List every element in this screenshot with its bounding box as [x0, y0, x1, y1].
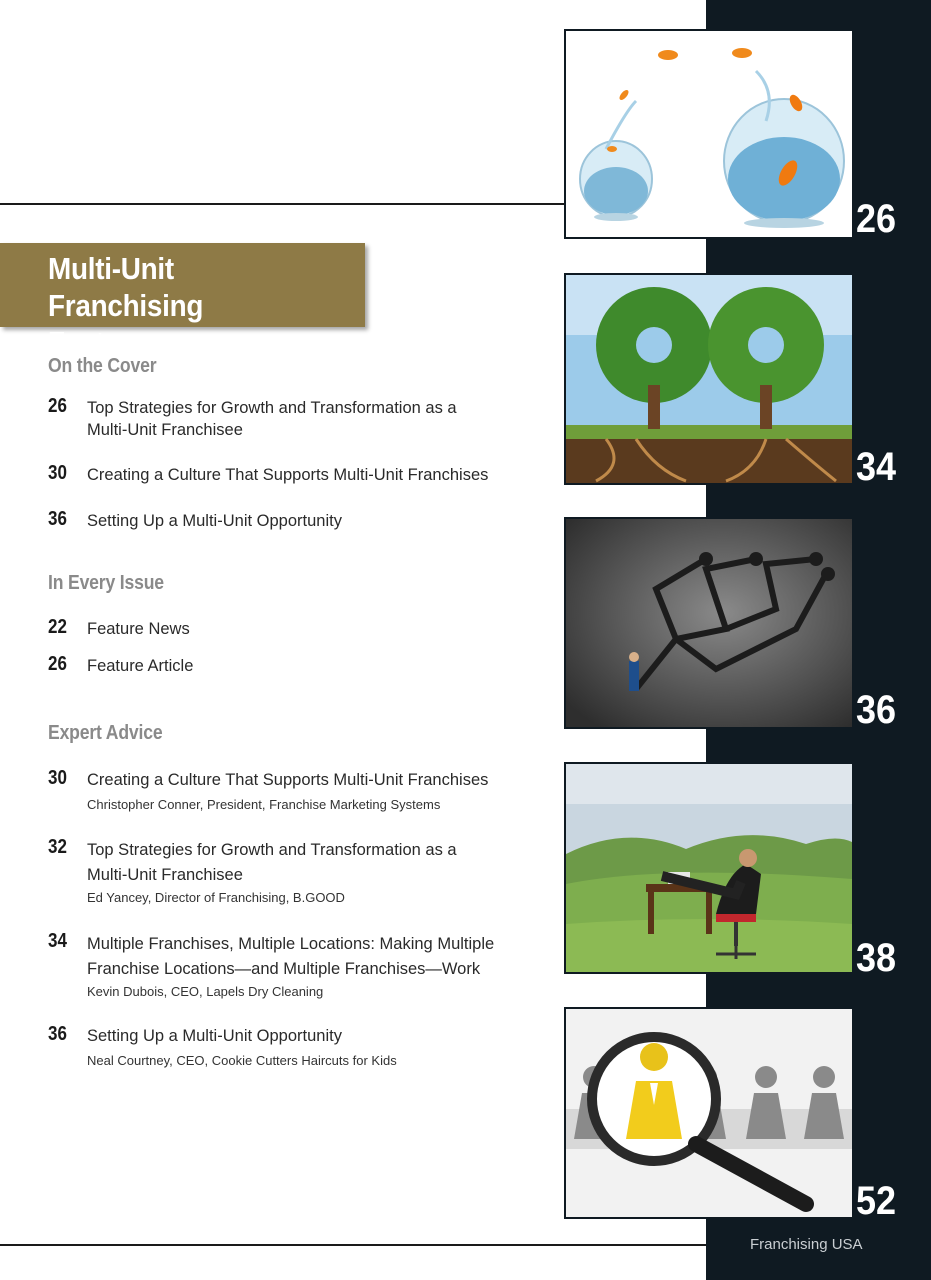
toc-entry-title[interactable] — [87, 838, 517, 888]
feature-banner-title — [48, 250, 336, 361]
toc-entry-author: Ed Yancey, Director of Franchising, B.GOOD — [87, 890, 345, 905]
toc-entry-title-line: Multi-Unit Franchisee — [87, 866, 243, 884]
goldfish-bowl-image[interactable] — [564, 29, 854, 239]
toc-entry-title[interactable]: Creating a Culture That Supports Multi-Unit Franchises — [87, 771, 489, 789]
banner-line-1: Multi-Unit Franchising — [48, 251, 204, 323]
toc-entry-title[interactable] — [87, 397, 517, 441]
toc-page-number: 22 — [48, 616, 67, 638]
toc-entry-author: Neal Courtney, CEO, Cookie Cutters Haircuts for Kids — [87, 1053, 397, 1068]
section-heading-in-every-issue: In Every Issue — [48, 572, 164, 594]
magnifier-candidate-image[interactable] — [564, 1007, 854, 1219]
section-heading-on-the-cover: On the Cover — [48, 355, 157, 377]
footer-magazine-name: Franchising USA — [750, 1236, 863, 1253]
toc-entry-title[interactable]: Feature Article — [87, 657, 194, 675]
toc-page-number: 32 — [48, 836, 67, 858]
toc-entry-title[interactable]: Creating a Culture That Supports Multi-Unit Franchises — [87, 466, 489, 484]
photo-page-number: 26 — [856, 197, 897, 241]
photo-page-number: 34 — [856, 445, 897, 489]
toc-page-number: 34 — [48, 930, 67, 952]
toc-entry-title-line: Multiple Franchises, Multiple Locations: Making Multiple — [87, 935, 495, 953]
section-heading-expert-advice: Expert Advice — [48, 722, 163, 744]
toc-entry-title-line: Multi-Unit Franchisee — [87, 421, 243, 439]
gear-trees-image[interactable] — [564, 273, 854, 485]
toc-page-number: 30 — [48, 767, 67, 789]
photo-page-number: 52 — [856, 1179, 897, 1223]
toc-entry-title-line: Franchise Locations—and Multiple Franchises—Work — [87, 960, 481, 978]
toc-entry-title[interactable]: Feature News — [87, 620, 190, 638]
toc-entry-title-line: Top Strategies for Growth and Transformation as a — [87, 399, 457, 417]
photo-page-number: 36 — [856, 688, 897, 732]
toc-entry-title[interactable]: Setting Up a Multi-Unit Opportunity — [87, 512, 342, 530]
toc-page-number: 26 — [48, 395, 67, 417]
photo-page-number: 38 — [856, 936, 897, 980]
toc-page-number: 36 — [48, 508, 67, 530]
toc-entry-author: Christopher Conner, President, Franchise Marketing Systems — [87, 797, 441, 812]
businessman-shadow-image[interactable] — [564, 517, 854, 729]
toc-entry-title-line: Top Strategies for Growth and Transformation as a — [87, 841, 457, 859]
top-rule — [0, 203, 566, 205]
bottom-rule — [0, 1244, 706, 1246]
toc-entry-title[interactable]: Setting Up a Multi-Unit Opportunity — [87, 1027, 342, 1045]
toc-entry-author: Kevin Dubois, CEO, Lapels Dry Cleaning — [87, 984, 324, 999]
relaxing-executive-image[interactable] — [564, 762, 854, 974]
toc-page-number: 30 — [48, 462, 67, 484]
toc-page-number: 26 — [48, 653, 67, 675]
toc-page-number: 36 — [48, 1023, 67, 1045]
banner-line-2: Feature — [48, 325, 147, 360]
toc-entry-title[interactable] — [87, 932, 527, 982]
